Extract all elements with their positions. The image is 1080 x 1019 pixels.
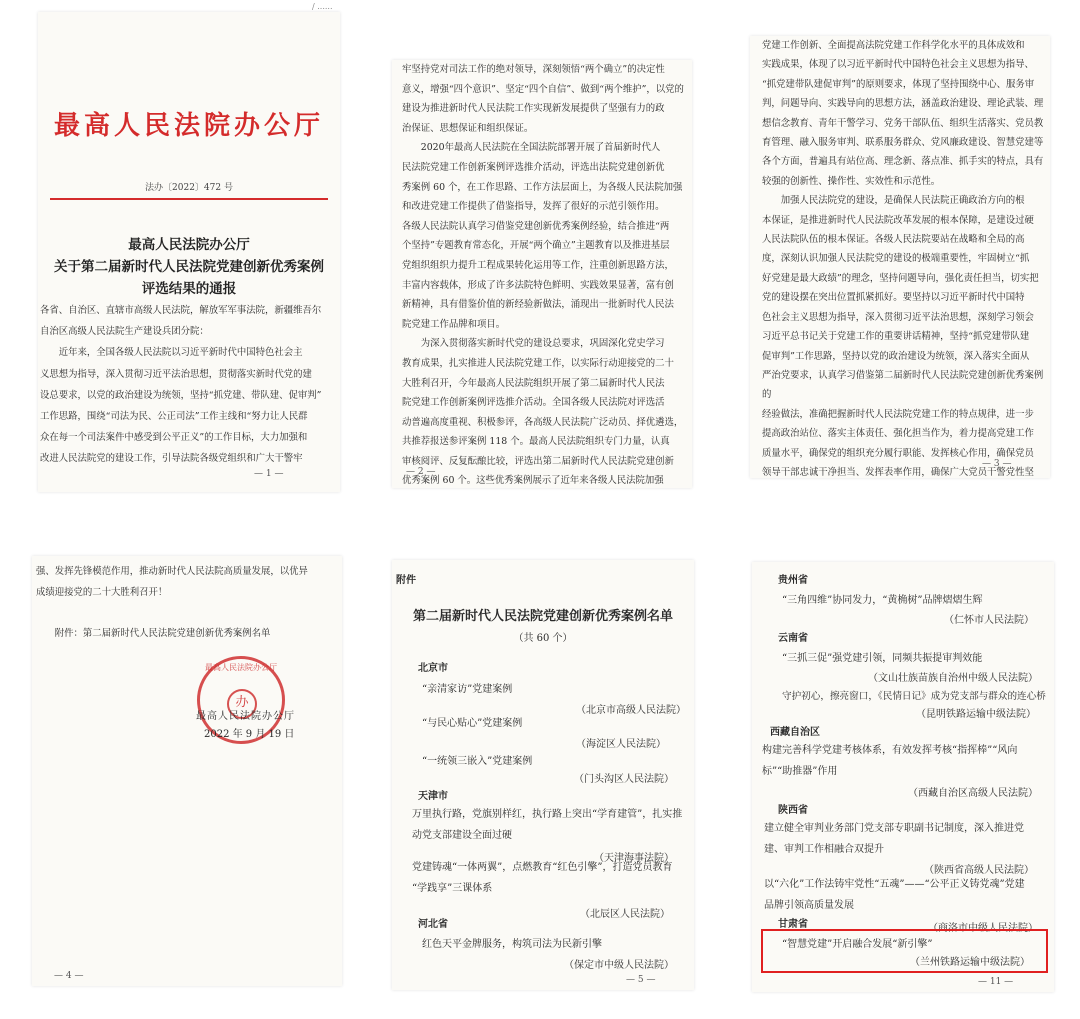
case-title: “一统领三嵌入”党建案例 (422, 756, 533, 767)
court-name: （商洛市中级人民法院） (928, 923, 1038, 934)
region-heading: 西藏自治区 (770, 727, 820, 738)
document-page-5 (392, 560, 694, 990)
court-name: （北京市高级人民法院） (576, 705, 686, 716)
document-page-2 (392, 60, 692, 488)
document-page-6 (752, 562, 1054, 992)
court-name: （仁怀市人民法院） (944, 615, 1034, 626)
court-name: （天津海事法院） (594, 853, 674, 864)
case-title: 以“六化”工作法铸牢党性“五魂”——“公平正义铸党魂”党建 品牌引领高质量发展 (764, 879, 1025, 911)
closing-text: 强、发挥先锋模范作用，推动新时代人民法院高质量发展，以优异 成绩迎接党的二十大胜利召开！ 附件：第二届新时代人民法院党建创新优秀案例名单 (36, 566, 308, 639)
region-heading: 贵州省 (778, 575, 808, 586)
document-number: 法办〔2022〕472 号 (145, 183, 233, 193)
issue-date: 2022 年 9 月 19 日 (204, 729, 295, 740)
highlight-box (761, 929, 1048, 973)
case-title: 万里执行路，党旗别样红，执行路上突出“学育建管”，扎实推 动党支部建设全面过硬 (412, 809, 683, 841)
document-page-3 (750, 36, 1050, 478)
notice-body: 各省、自治区、直辖市高级人民法院，解放军军事法院，新疆维吾尔 自治区高级人民法院生产建设兵团分院： 近年来，全国各级人民法院以习近平新时代中国特色社会主 义思想为指导，深入贯彻习近平法治思想，贯彻落实新时代党的建 设总要求，以党的政治建设为统领，坚持“抓党建、带队建、促审判” 工作思路，围绕“司法为民、公正司法”工作主线和“努力让人民群 众在每一个司法案件中感受到公平正义”的工作目标，大力加强和 改进人民法院党的建设工作，引导法院各级党组织和广大干警牢 (40, 305, 322, 465)
region-heading: 甘肃省 (778, 919, 808, 930)
case-title: “与民心贴心”党建案例 (422, 718, 523, 729)
page-number: — 11 — (978, 977, 1014, 987)
region-heading: 河北省 (418, 919, 448, 930)
page-number: — 1 — (254, 469, 284, 479)
top-mark: / ...... (312, 2, 333, 11)
court-name: （昆明铁路运输中级法院） (916, 709, 1036, 720)
court-name: （文山壮族苗族自治州中级人民法院） (868, 673, 1038, 684)
list-subtitle: （共 60 个） (513, 633, 573, 644)
case-title: 党建铸魂“一体两翼”，点燃教育“红色引擎”，打造党员教育 “学践享”三课体系 (412, 862, 673, 894)
stamp-text: 最高人民法院办公厅 (205, 663, 277, 672)
court-name: （保定市中级人民法院） (564, 960, 674, 971)
court-name: （门头沟区人民法院） (574, 774, 674, 785)
list-title: 第二届新时代人民法院党建创新优秀案例名单 (412, 609, 673, 624)
case-title: 守护初心，擦亮窗口，《民情日记》成为党支部与群众的连心桥 (782, 691, 1046, 702)
notice-title (38, 234, 340, 300)
document-page-1 (38, 12, 340, 492)
case-title: “亲清家访”党建案例 (422, 684, 513, 695)
case-title: 建立健全审判业务部门党支部专职副书记制度，深入推进党 建、审判工作相融合双提升 (764, 823, 1024, 855)
court-name: （北辰区人民法院） (580, 909, 670, 920)
region-heading: 北京市 (418, 663, 448, 674)
page-number: — 3 — (982, 459, 1012, 469)
court-name: （海淀区人民法院） (576, 739, 666, 750)
region-heading: 陕西省 (778, 805, 808, 816)
issuer-signature: 最高人民法院办公厅 (196, 711, 295, 722)
case-title: 红色天平金牌服务，构筑司法为民新引擎 (422, 939, 602, 950)
page-number: — 4 — (54, 971, 84, 981)
notice-title-line: 关于第二届新时代人民法院党建创新优秀案例 (54, 259, 324, 275)
case-title: 构建完善科学党建考核体系，有效发挥考核“指挥棒”“风向 标”“助推器”作用 (762, 745, 1018, 777)
court-name: （西藏自治区高级人民法院） (908, 788, 1038, 799)
attachment-label: 附件 (396, 575, 416, 586)
court-name: （兰州铁路运输中级法院） (910, 957, 1030, 968)
stamp-center: 办 (227, 689, 257, 719)
region-heading: 云南省 (778, 633, 808, 644)
notice-title-line: 最高人民法院办公厅 (128, 237, 250, 253)
page-number: — 5 — (626, 975, 656, 985)
region-heading: 天津市 (418, 791, 448, 802)
notice-body: 牢坚持党对司法工作的绝对领导，深刻领悟“两个确立”的决定性 意义，增强“四个意识”、坚定“四个自信”、做到“两个维护”，以党的 建设为推进新时代人民法院工作实现新发展提供了坚强有力的政 治保证、思想保证和组织保证。 2020年最高人民法院在全国法院部署开展了首届新时代人 民法院党建工作创新案例评选推介活动，评选出法院党建创新优 秀案例 60 个，在工作思路、工作方法层面上，为各级人民法院加强 和改进党建工作提供了借鉴指导，发挥了很好的示范引领作用。 各级人民法院认真学习借鉴党建创新优秀案例经验，结合推进“两 个坚持”专题教育常态化，开展“两个确立”主题教育以及推进基层 党组织组织力提升工程成果转化运用等工作，注重创新思路方法， 丰富内容载体，形成了许多法院特色鲜明、实践效果显著，富有创 新精神，具有借鉴价值的新经验新做法，涌现出一批新时代人民法 院党建工作品牌和项目。 为深入贯彻落实新时代党的建设总要求，巩固深化党史学习 教育成果，扎实推进人民法院党建工作，以实际行动迎接党的二十 大胜利召开，今年最高人民法院组织开展了第二届新时代人民法 院党建工作创新案例评选推介活动。全国各级人民法院对评选活 动普遍高度重视、积极参评，各高级人民法院广泛动员、择优遴选， 共推荐报送参评案例 118 个。最高人民法院组织专门力量，认真 审核阅评、反复酝酿比较，评选出第二届新时代人民法院党建创新 优秀案例 60 个。这些优秀案例展示了近年来各级人民法院加强 (402, 64, 684, 487)
page-number: — 2 — (406, 467, 436, 477)
court-name: （陕西省高级人民法院） (924, 865, 1034, 876)
case-title: “三角四维”协同发力，“黄桷树”品牌熠熠生辉 (782, 595, 983, 606)
document-page-4 (32, 556, 342, 986)
red-divider-line (50, 198, 328, 200)
issuing-office-header: 最高人民法院办公厅 (53, 111, 324, 141)
case-title: “智慧党建”开启融合发展“新引擎” (782, 939, 933, 950)
notice-body: 党建工作创新、全面提高法院党建工作科学化水平的具体成效和 实践成果，体现了以习近平新时代中国特色社会主义思想为指导、 “抓党建带队建促审判”的原则要求，体现了坚持围绕中心、服务审 判，问题导向、实践导向的思想方法，涵盖政治建设、理论武装、理 想信念教育、青年干警学习、党务干部队伍、组织生活落实、党员教 育管理、融入服务审判、联系服务群众、党风廉政建设、智慧党建等 各个方面，普遍具有站位高、理念新、落点准、抓手实的特点，具有 较强的创新性、操作性、实效性和示范性。 加强人民法院党的建设，是确保人民法院正确政治方向的根 本保证，是推进新时代人民法院改革发展的根本保障，是建设过硬 人民法院队伍的根本保证。各级人民法院要站在战略和全局的高 度，深刻认识加强人民法院党的建设的极端重要性，牢固树立“抓 好党建是最大政绩”的理念，坚持问题导向，强化责任担当，切实把 党的建设摆在突出位置抓紧抓好。要坚持以习近平新时代中国特 色社会主义思想为指导，深入贯彻习近平法治思想，深刻学习领会 习近平总书记关于党建工作的重要讲话精神，坚持“抓党建带队建 促审判”工作思路，坚持以党的政治建设为统领，深入落实全面从 严治党要求，认真学习借鉴第二届新时代人民法院党建创新优秀案例的 经验做法，准确把握新时代人民法院党建工作的特点规律，进一步 提高政治站位、落实主体责任、强化担当作为，着力提高党建工作 质量水平，确保党的组织充分履行职能、发挥核心作用，确保党员 领导干部忠诚干净担当、发挥表率作用，确保广大党员干警党性坚 (762, 40, 1044, 478)
case-title: “三抓三促”强党建引领，同频共振提审判效能 (782, 653, 983, 664)
notice-title-line: 评选结果的通报 (141, 281, 237, 297)
